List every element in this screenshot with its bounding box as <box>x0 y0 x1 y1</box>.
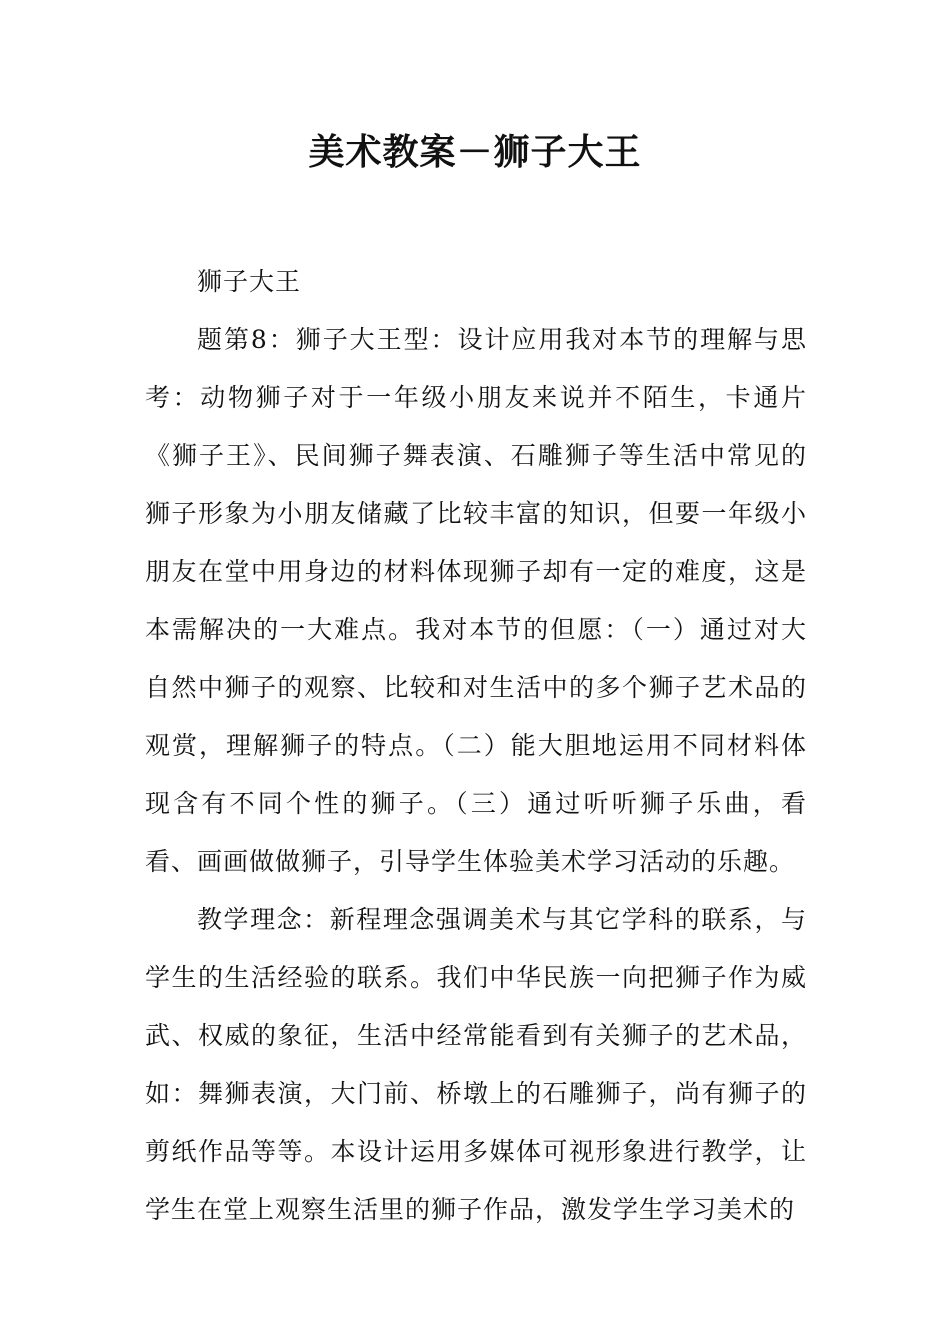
document-body <box>145 253 807 1239</box>
document-title: 美术教案－狮子大王 <box>308 131 642 173</box>
paragraph-design-intent: 题第8：狮子大王型：设计应用我对本节的理解与思考：动物狮子对于一年级小朋友来说并不陌生，卡通片《狮子王》、民间狮子舞表演、石雕狮子等生活中常见的狮子形象为小朋友储藏了比较丰富的知识，但要一年级小朋友在堂中用身边的材料体现狮子却有一定的难度，这是本需解决的一大难点。我对本节的但愿：（一）通过对大自然中狮子的观察、比较和对生活中的多个狮子艺术品的观赏，理解狮子的特点。（二）能大胆地运用不同材料体现含有不同个性的狮子。（三）通过听听狮子乐曲，看看、画画做做狮子，引导学生体验美术学习活动的乐趣。 <box>145 325 807 876</box>
paragraph-subtitle: 狮子大王 <box>197 267 302 296</box>
paragraph-teaching-philosophy: 教学理念：新程理念强调美术与其它学科的联系，与学生的生活经验的联系。我们中华民族一向把狮子作为威武、权威的象征，生活中经常能看到有关狮子的艺术品，如：舞狮表演，大门前、桥墩上的石雕狮子，尚有狮子的剪纸作品等等。本设计运用多媒体可视形象进行教学，让学生在堂上观察生活里的狮子作品，激发学生学习美术的 <box>145 905 807 1224</box>
